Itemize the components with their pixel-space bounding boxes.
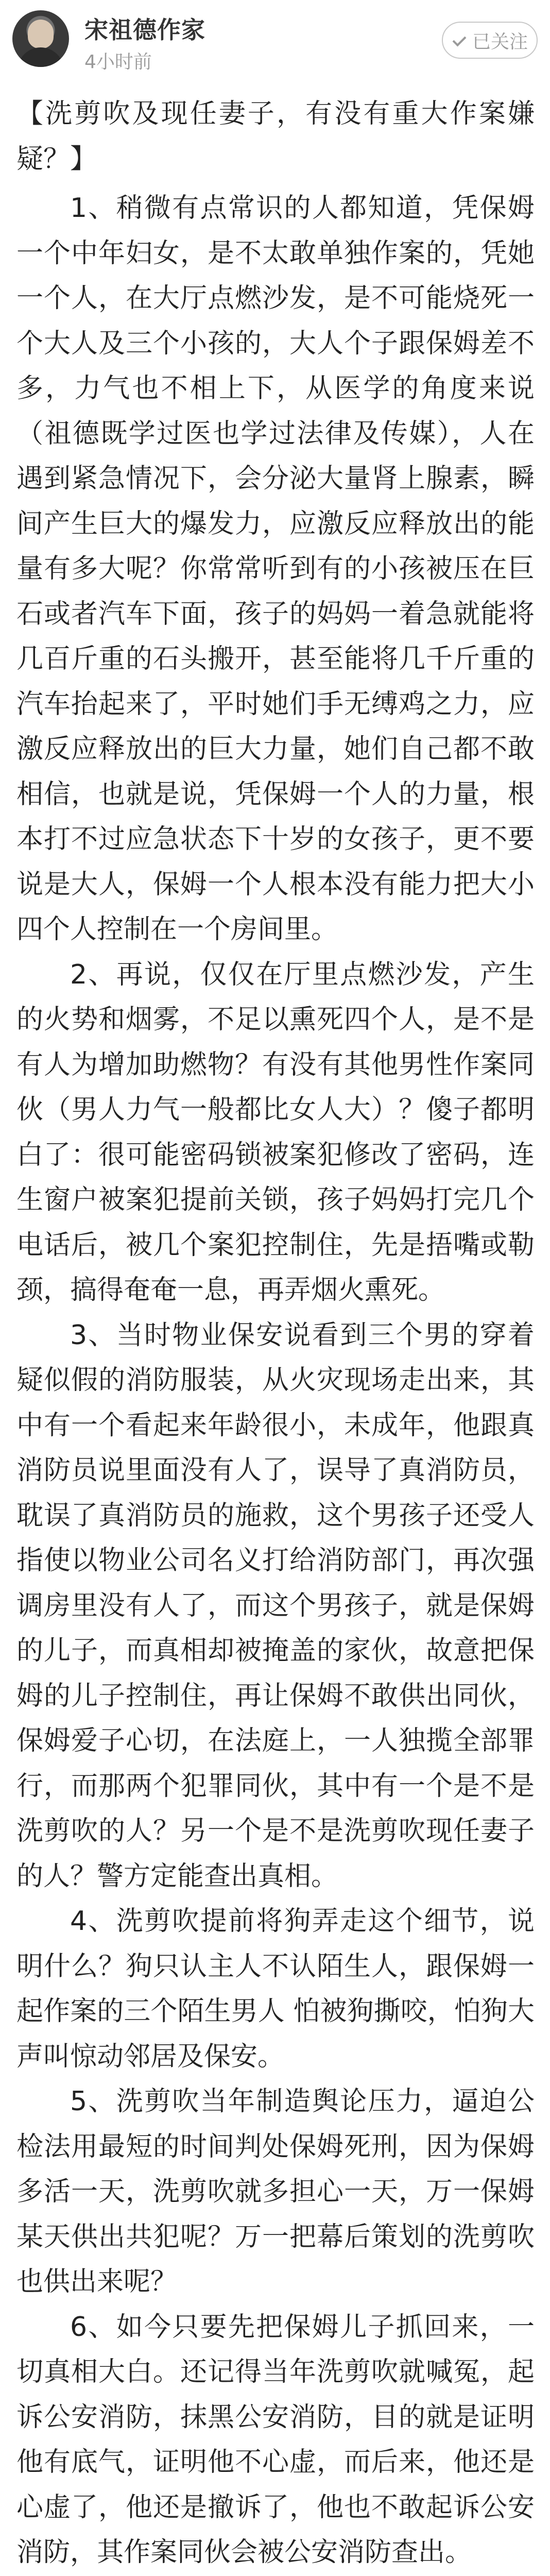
author-name[interactable]: 宋祖德作家	[84, 16, 205, 44]
paragraph-4: 4、洗剪吹提前将狗弄走这个细节，说明什么？狗只认主人不认陌生人，跟保姆一起作案的三个陌生男人 怕被狗撕咬，怕狗大声叫惊动邻居及保安。	[16, 1906, 535, 2072]
post-title: 【洗剪吹及现任妻子，有没有重大作案嫌疑？】	[16, 98, 535, 175]
paragraph-1: 1、稍微有点常识的人都知道，凭保姆一个中年妇女，是不太敢单独作案的，凭她一个人，在大厅点燃沙发，是不可能烧死一个大人及三个小孩的，大人个子跟保姆差不多，力气也不相上下，从医学的角度来说（祖德既学过医也学过法律及传媒），人在遇到紧急情况下，会分泌大量肾上腺素，瞬间产生巨大的爆发力，应激反应释放出的能量有多大呢？你常常听到有的小孩被压在巨石或者汽车下面，孩子的妈妈一着急就能将几百斤重的石头搬开，甚至能将几千斤重的汽车抬起来了，平时她们手无缚鸡之力，应激反应释放出的巨大力量，她们自己都不敢相信，也就是说，凭保姆一个人的力量，根本打不过应急状态下十岁的女孩子，更不要说是大人，保姆一个人根本没有能力把大小四个人控制在一个房间里。	[16, 193, 535, 945]
follow-label: 已关注	[472, 31, 528, 53]
avatar-body	[18, 47, 64, 67]
post-time: 4小时前	[84, 52, 152, 73]
avatar[interactable]	[12, 10, 69, 67]
avatar-face	[28, 20, 54, 48]
paragraph-3: 3、当时物业保安说看到三个男的穿着疑似假的消防服装，从火灾现场走出来，其中有一个看起来年龄很小，未成年，他跟真消防员说里面没有人了，误导了真消防员，耽误了真消防员的施救，这个男孩子还受人指使以物业公司名义打给消防部门，再次强调房里没有人了，而这个男孩子，就是保姆的儿子，而真相却被掩盖的家伙，故意把保姆的儿子控制住，再让保姆不敢供出同伙，保姆爱子心切，在法庭上，一人独揽全部罪行，而那两个犯罪同伙，其中有一个是不是洗剪吹的人？另一个是不是洗剪吹现任妻子的人？警方定能查出真相。	[16, 1319, 535, 1892]
paragraph-6: 6、如今只要先把保姆儿子抓回来，一切真相大白。还记得当年洗剪吹就喊冤，起诉公安消防，抹黑公安消防，目的就是证明他有底气，证明他不心虚，而后来，他还是心虚了，他还是撤诉了，他也不敢起诉公安消防，其作案同伙会被公安消防查出。	[16, 2311, 535, 2568]
check-icon	[452, 32, 467, 48]
post-header	[0, 0, 550, 82]
post-content	[16, 92, 535, 2576]
paragraph-2: 2、再说，仅仅在厅里点燃沙发，产生的火势和烟雾，不足以熏死四个人，是不是有人为增加助燃物？有没有其他男性作案同伙（男人力气一般都比女人大）？傻子都明白了：很可能密码锁被案犯修改了密码，连生窗户被案犯提前关锁，孩子妈妈打完几个电话后，被几个案犯控制住，先是捂嘴或勒颈，搞得奄奄一息，再弄烟火熏死。	[16, 959, 535, 1306]
follow-button[interactable]	[442, 22, 538, 59]
paragraph-5: 5、洗剪吹当年制造舆论压力，逼迫公检法用最短的时间判处保姆死刑，因为保姆多活一天，洗剪吹就多担心一天，万一保姆某天供出共犯呢？万一把幕后策划的洗剪吹也供出来呢？	[16, 2086, 535, 2297]
